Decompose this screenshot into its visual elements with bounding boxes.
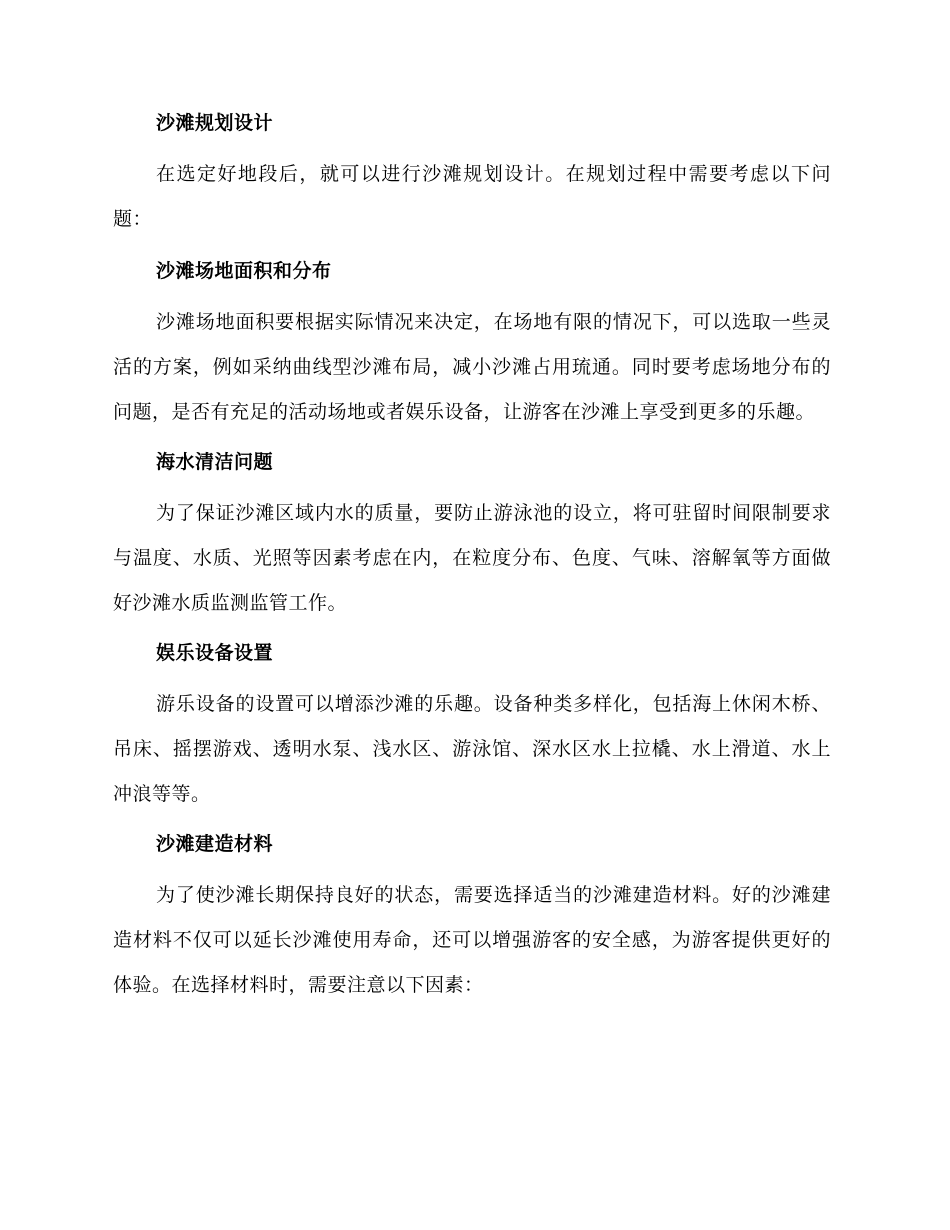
section-body-area: 沙滩场地面积要根据实际情况来决定，在场地有限的情况下，可以选取一些灵活的方案，例如采纳曲线型沙滩布局，减小沙滩占用琉通。同时要考虑场地分布的问题，是否有充足的活动场地或者娱乐设备，让游客在沙滩上享受到更多的乐趣。 [113,311,831,423]
section-heading-equipment: 娱乐设备设置 [156,642,274,664]
section-heading-planning: 沙滩规划设计 [156,112,274,134]
section-body-planning: 在选定好地段后，就可以进行沙滩规划设计。在规划过程中需要考虑以下问题： [113,163,831,230]
section-heading-water: 海水清洁问题 [156,451,274,473]
section-heading-area: 沙滩场地面积和分布 [156,260,332,282]
section-body-materials: 为了使沙滩长期保持良好的状态，需要选择适当的沙滩建造材料。好的沙滩建造材料不仅可以延长沙滩使用寿命，还可以增强游客的安全感，为游客提供更好的体验。在选择材料时，需要注意以下因素： [113,884,831,996]
section-heading-materials: 沙滩建造材料 [156,833,274,855]
document-page [113,108,831,1020]
section-body-water: 为了保证沙滩区域内水的质量，要防止游泳池的设立，将可驻留时间限制要求与温度、水质、光照等因素考虑在内，在粒度分布、色度、气味、溶解氧等方面做好沙滩水质监测监管工作。 [113,502,831,614]
section-body-equipment: 游乐设备的设置可以增添沙滩的乐趣。设备种类多样化，包括海上休闲木桥、吊床、摇摆游戏、透明水泵、浅水区、游泳馆、深水区水上拉橇、水上滑道、水上冲浪等等。 [113,693,831,805]
